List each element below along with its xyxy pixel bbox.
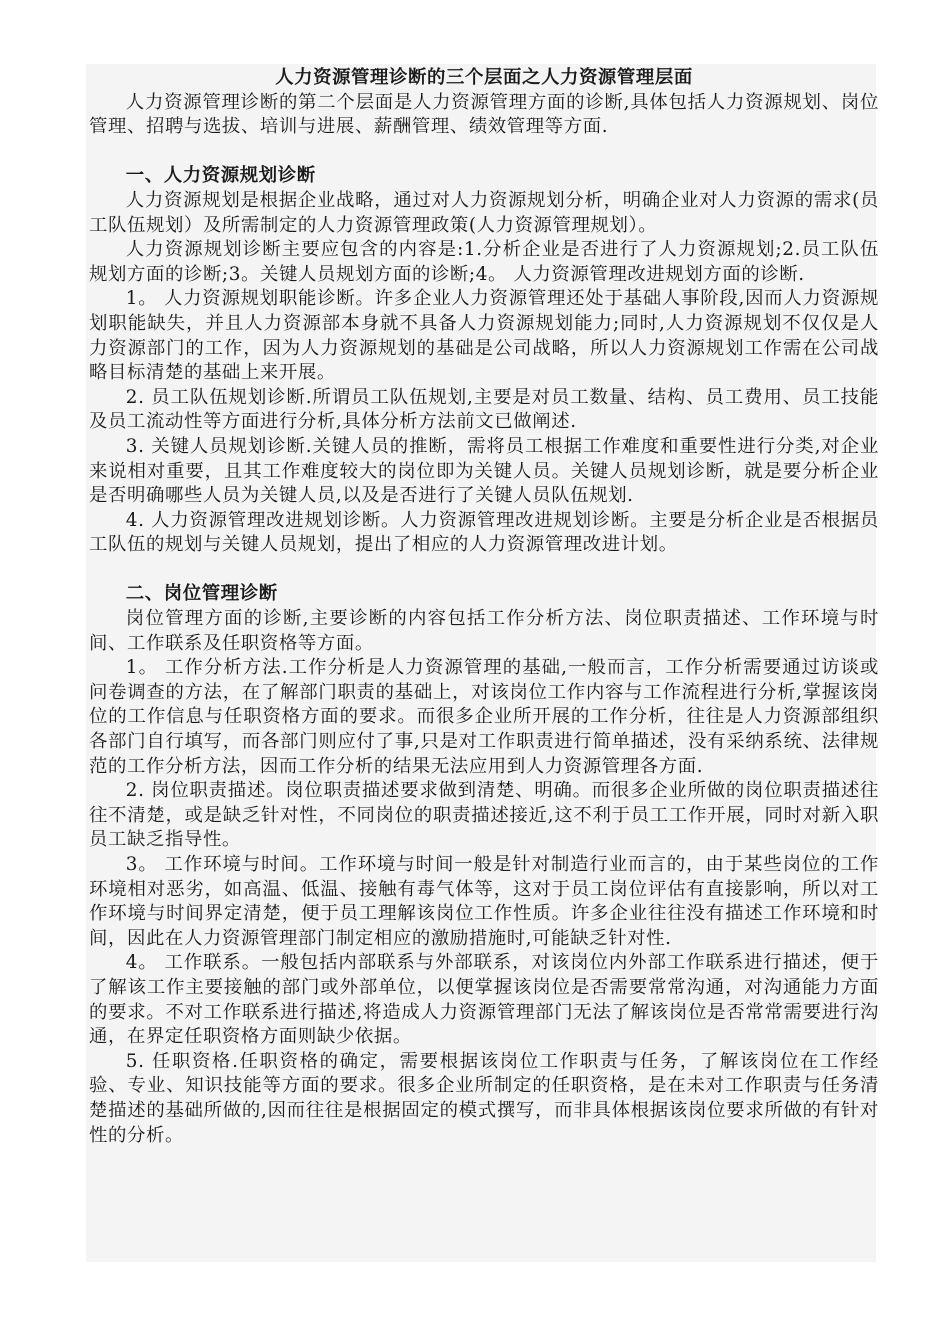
- document-body: [89, 66, 879, 1148]
- spacer: [89, 140, 879, 165]
- spacer: [89, 558, 879, 583]
- intro-paragraph: 人力资源管理诊断的第二个层面是人力资源管理方面的诊断,具体包括人力资源规划、岗位管理、招聘与选拔、培训与进展、薪酬管理、绩效管理等方面.: [89, 91, 879, 138]
- paragraph: 1。 人力资源规划职能诊断。许多企业人力资源管理还处于基础人事阶段,因而人力资源规划职能缺失，并且人力资源部本身就不具备人力资源规划能力;同时,人力资源规划不仅仅是人力资源部门的工作，因为人力资源规划的基础是公司战略，所以人力资源规划工作需在公司战略目标清楚的基础上来开展。: [89, 288, 879, 384]
- document-title: 人力资源管理诊断的三个层面之人力资源管理层面: [275, 67, 693, 88]
- paragraph: 3。 工作环境与时间。工作环境与时间一般是针对制造行业而言的，由于某些岗位的工作环境相对恶劣，如高温、低温、接触有毒气体等，这对于员工岗位评估有直接影响，所以对工作环境与时间界定清楚，便于员工理解该岗位工作性质。许多企业往往没有描述工作环境和时间，因此在人力资源管理部门制定相应的激励措施时,可能缺乏针对性.: [89, 854, 879, 949]
- paragraph: 1。 工作分析方法.工作分析是人力资源管理的基础,一般而言，工作分析需要通过访谈或问卷调查的方法，在了解部门职责的基础上，对该岗位工作内容与工作流程进行分析,掌握该岗位的工作信息与任职资格方面的要求。而很多企业所开展的工作分析，往往是人力资源部组织各部门自行填写，而各部门则应付了事,只是对工作职责进行简单描述，没有采纳系统、法律规范的工作分析方法，因而工作分析的结果无法应用到人力资源管理各方面.: [89, 657, 879, 777]
- paragraph: 岗位管理方面的诊断,主要诊断的内容包括工作分析方法、岗位职责描述、工作环境与时间、工作联系及任职资格等方面。: [89, 608, 879, 654]
- paragraph: 5. 任职资格.任职资格的确定，需要根据该岗位工作职责与任务，了解该岗位在工作经验、专业、知识技能等方面的要求。很多企业所制定的任职资格，是在未对工作职责与任务清楚描述的基础所做的,因而往往是根据固定的模式撰写，而非具体根据该岗位要求所做的有针对性的分析。: [89, 1050, 879, 1146]
- paragraph: 4. 人力资源管理改进规划诊断。人力资源管理改进规划诊断。主要是分析企业是否根据员工队伍的规划与关键人员规划，提出了相应的人力资源管理改进计划。: [89, 509, 879, 556]
- section-heading-position-management: 二、岗位管理诊断: [125, 583, 278, 605]
- paragraph: 4。 工作联系。一般包括内部联系与外部联系，对该岗位内外部工作联系进行描述，便于了解该工作主要接触的部门或外部单位，以便掌握该岗位是否需要常常沟通，对沟通能力方面的要求。不对工作联系进行描述,将造成人力资源管理部门无法了解该岗位是否常常需要进行沟通，在界定任职资格方面则缺少依据。: [89, 952, 879, 1048]
- section-heading-hr-planning: 一、人力资源规划诊断: [125, 165, 316, 187]
- paragraph: 3. 关键人员规划诊断.关键人员的推断，需将员工根据工作难度和重要性进行分类,对企业来说相对重要，且其工作难度较大的岗位即为关键人员。关键人员规划诊断，就是要分析企业是否明确哪些人员为关键人员,以及是否进行了关键人员队伍规划.: [89, 435, 879, 507]
- paragraph: 2. 岗位职责描述。岗位职责描述要求做到清楚、明确。而很多企业所做的岗位职责描述往往不清楚，或是缺乏针对性，不同岗位的职责描述接近,这不利于员工工作开展，同时对新入职员工缺乏指导性。: [89, 780, 879, 851]
- paragraph: 人力资源规划是根据企业战略，通过对人力资源规划分析，明确企业对人力资源的需求(员工队伍规划）及所需制定的人力资源管理政策(人力资源管理规划）。: [89, 189, 879, 236]
- paragraph: 2. 员工队伍规划诊断.所谓员工队伍规划,主要是对员工数量、结构、员工费用、员工技能及员工流动性等方面进行分析,具体分析方法前文已做阐述.: [89, 386, 879, 433]
- paragraph: 人力资源规划诊断主要应包含的内容是:1.分析企业是否进行了人力资源规划;2.员工队伍规划方面的诊断;3。关键人员规划方面的诊断;4。 人力资源管理改进规划方面的诊断.: [89, 239, 879, 285]
